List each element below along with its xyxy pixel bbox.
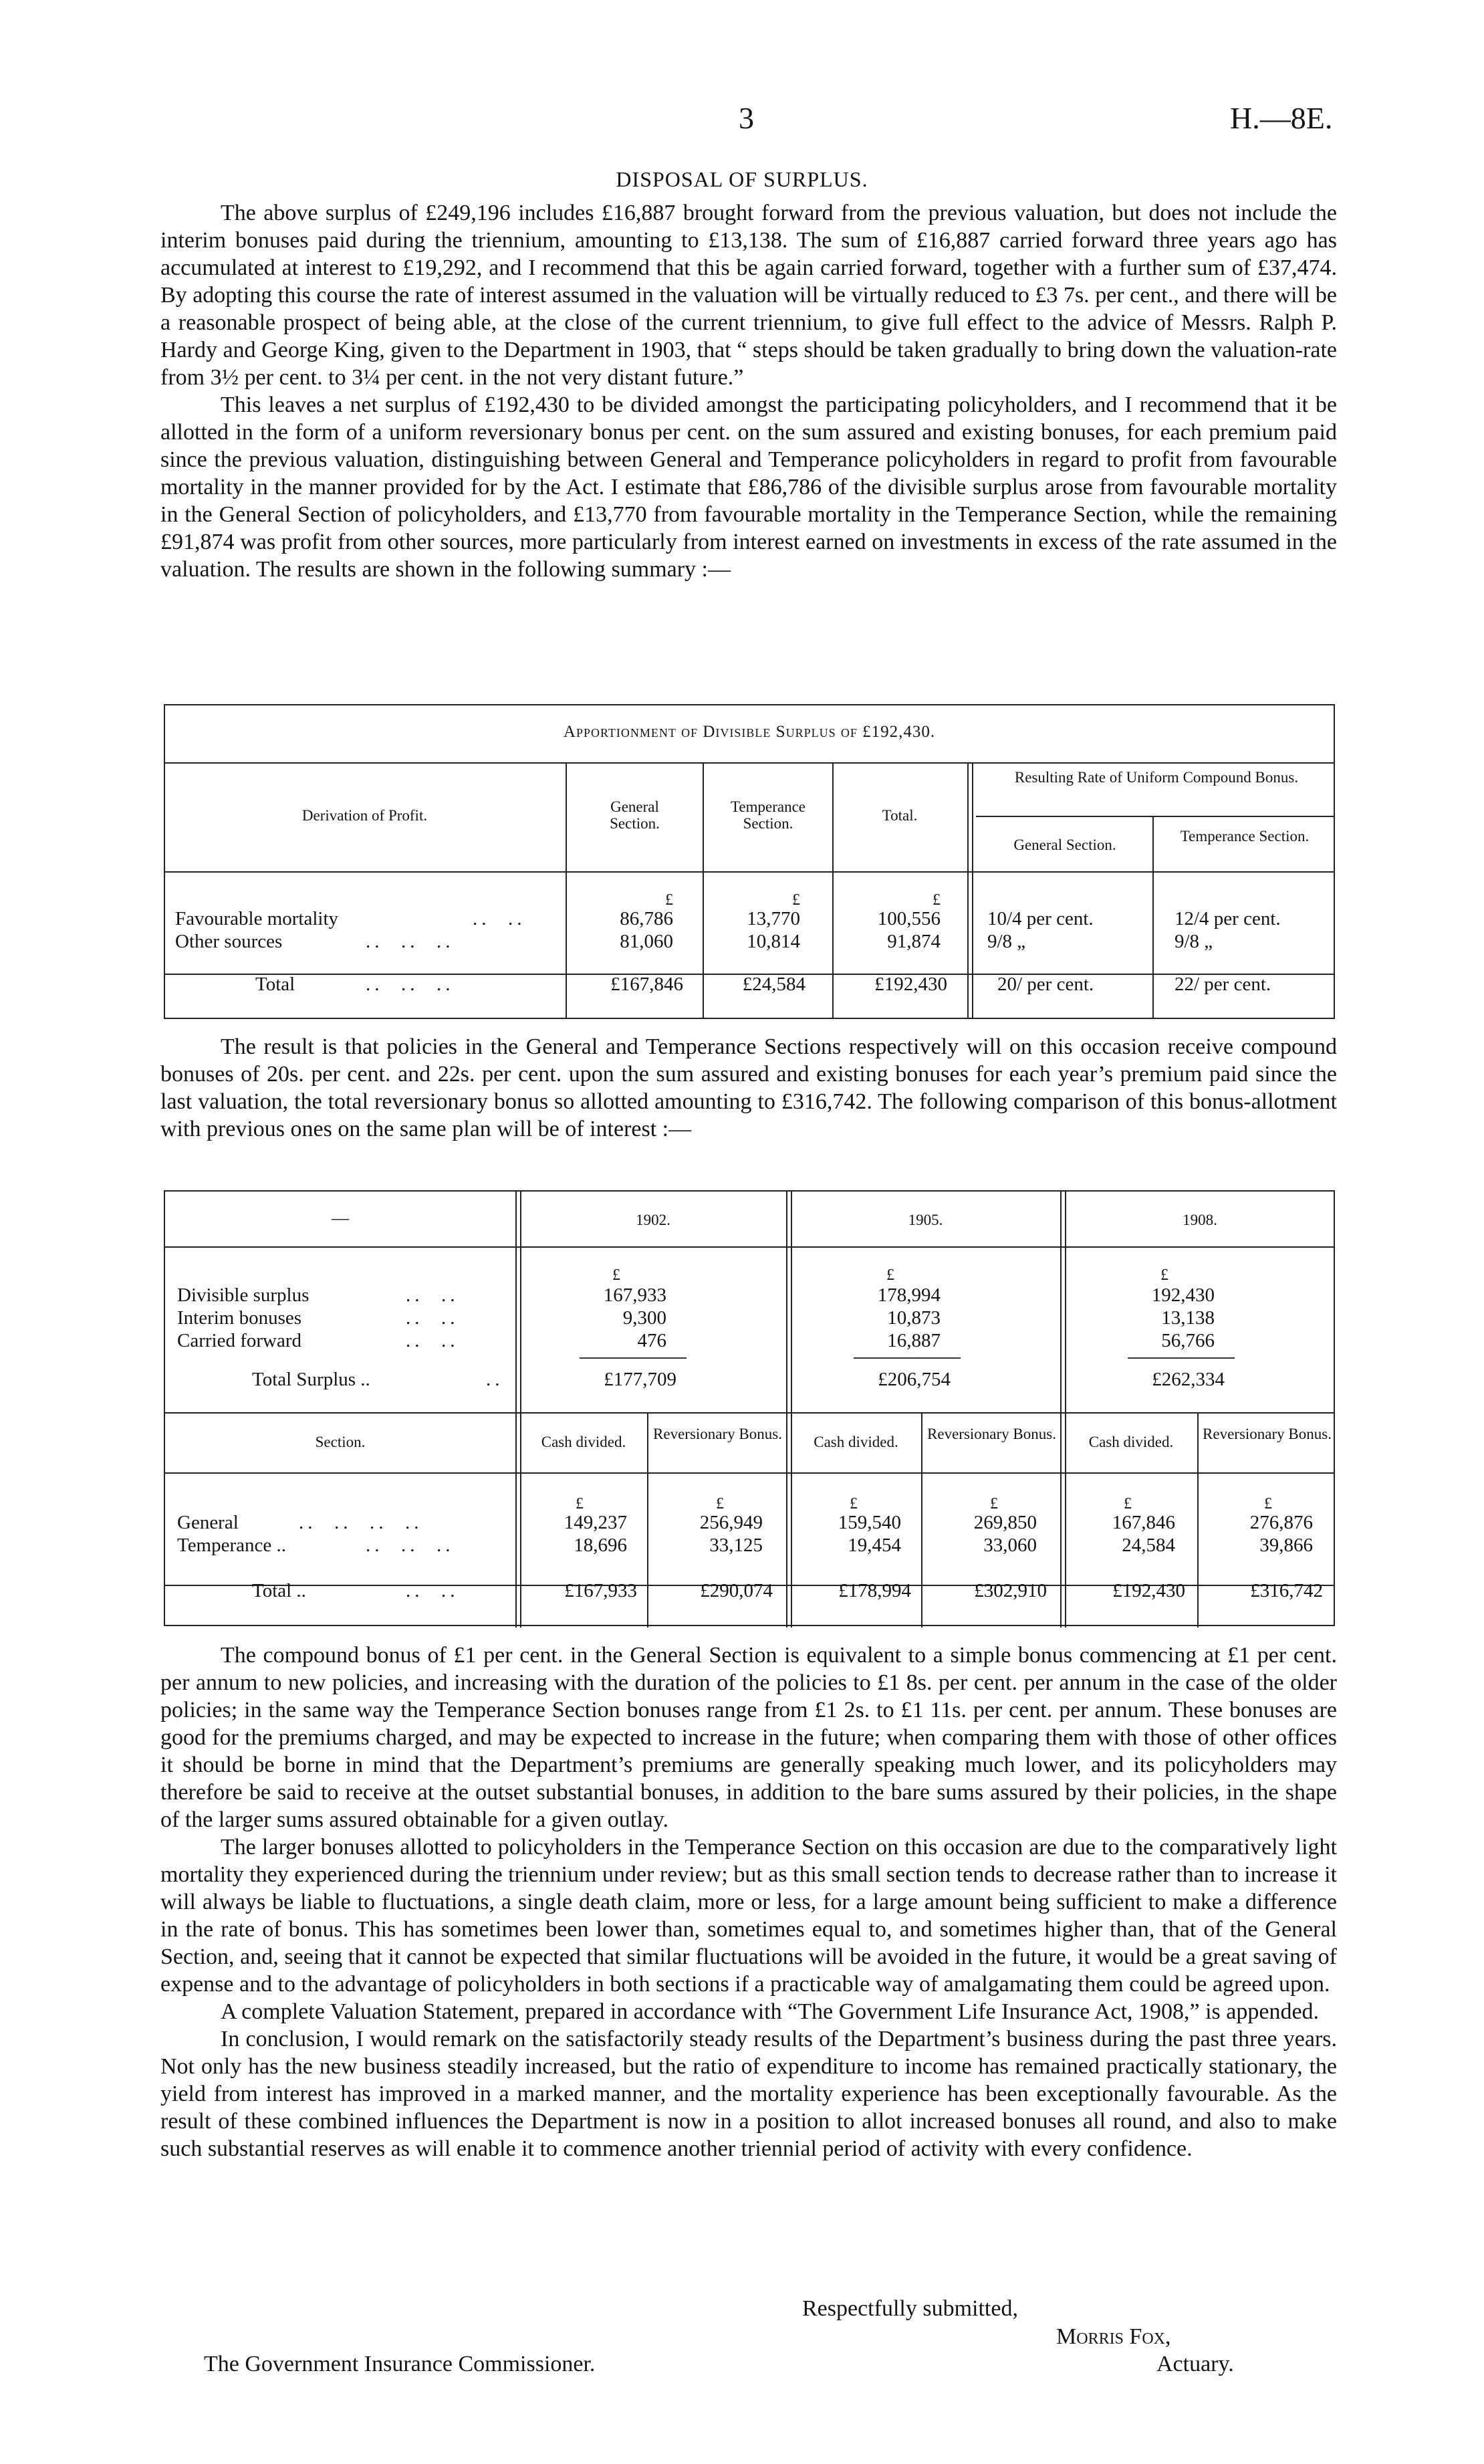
header-year-1902: 1902. <box>636 1212 670 1228</box>
header-year-1908: 1908. <box>1183 1212 1217 1228</box>
header-cash-1905: Cash divided. <box>814 1434 898 1450</box>
paragraph-result: The result is that policies in the General and Temperance Sections respectively will on this occasion receive compound bonuses of 20s. per cent. and 22s. per cent. upon the sum assured and existing bonuses for each year’s premium paid since the last valuation, the total reversionary bonus so allotted amounting to £316,742. The following comparison of this bonus-allotment with previous ones on the same plan will be of interest :— <box>160 1034 1337 1141</box>
total-temperance: £24,584 <box>742 974 806 995</box>
header-total: Total. <box>882 807 918 824</box>
header-section: Section. <box>315 1434 366 1450</box>
cell-rate-general: 10/4 per cent. <box>987 908 1094 929</box>
total-reversionary-1905: £302,910 <box>974 1580 1047 1601</box>
header-reversionary-1908: Reversionary Bonus. <box>1203 1426 1332 1442</box>
cell-cash-1905: 19,454 <box>848 1535 901 1556</box>
header-temperance: Temperance Section. <box>730 798 806 832</box>
signatory-title: Actuary. <box>1156 2352 1234 2376</box>
cell-1905: 10,873 <box>887 1307 941 1329</box>
header-general: General Section. <box>610 798 660 832</box>
page-number: 3 <box>739 101 754 135</box>
currency-symbol: £ <box>576 1495 584 1513</box>
section-heading: DISPOSAL OF SURPLUS. <box>616 167 868 191</box>
paragraph-valuation-statement: A complete Valuation Statement, prepared in accordance with “The Government Life Insurance Act, 1908,” is appended. <box>221 1999 1320 2024</box>
cell-reversionary-1902: 256,949 <box>699 1512 763 1533</box>
cell-1905: 16,887 <box>887 1330 941 1351</box>
paragraph-net-surplus: This leaves a net surplus of £192,430 to be divided amongst the participating policyholders, and I recommend that it be allotted in the form of a uniform reversionary bonus per cent. on the sum assured and existing bonuses, for each premium paid since the previous valuation, distinguishing between General and Temperance policyholders in regard to profit from favourable mortality in the manner provided for by the Act. I estimate that £86,786 of the divisible surplus arose from favourable mortality in the General Section of policyholders, and £13,770 from favourable mortality in the Temperance Section, while the remaining £91,874 was profit from other sources, more particularly from interest earned on investments in excess of the rate assumed in the valuation. The results are shown in the following summary :— <box>160 393 1337 582</box>
header-reversionary-1902: Reversionary Bonus. <box>653 1426 782 1442</box>
header-year-1905: 1905. <box>908 1212 943 1228</box>
header-reversionary-1905: Reversionary Bonus. <box>927 1426 1056 1442</box>
cell-total: 91,874 <box>887 931 941 952</box>
total-cash-1905: £178,994 <box>838 1580 911 1601</box>
row-label: Other sources <box>175 931 283 952</box>
header-resulting-rate: Resulting Rate of Uniform Compound Bonus. <box>1014 769 1299 786</box>
paragraph-surplus: The above surplus of £249,196 includes £16,887 brought forward from the previous valuation, but does not include the interim bonuses paid during the triennium, amounting to £13,138. The sum of £16,887 carried forward three years ago has accumulated at interest to £19,292, and I recommend that this be again carried forward, together with a further sum of £37,474. By adopting this course the rate of interest assumed in the valuation will be virtually reduced to £3 7s. per cent., and there will be a reasonable prospect of being able, at the close of the current triennium, to give full effect to the advice of Messrs. Ralph P. Hardy and George King, given to the Department in 1903, that “ steps should be taken gradually to bring down the valuation-rate from 3½ per cent. to 3¼ per cent. in the not very distant future.” <box>160 201 1337 390</box>
row-label: Interim bonuses <box>177 1307 302 1329</box>
currency-symbol: £ <box>933 891 941 909</box>
total-rate-general: 20/ per cent. <box>997 974 1094 995</box>
cell-1908: 13,138 <box>1161 1307 1215 1329</box>
intro-text <box>160 199 1337 583</box>
salutation: Respectfully submitted, <box>802 2296 1018 2321</box>
cell-reversionary-1908: 276,876 <box>1249 1512 1313 1533</box>
total-cash-1902: £167,933 <box>564 1580 637 1601</box>
cell-1908: 192,430 <box>1151 1284 1215 1306</box>
apportionment-table-title: Apportionment of Divisible Surplus of £192,430. <box>563 723 936 741</box>
currency-symbol: £ <box>665 891 673 909</box>
cell-cash-1902: 149,237 <box>564 1512 627 1533</box>
total-reversionary-1908: £316,742 <box>1250 1580 1323 1601</box>
total-label: Total <box>255 974 295 995</box>
cell-1908: 56,766 <box>1161 1330 1215 1351</box>
cell-reversionary-1902: 33,125 <box>709 1535 763 1556</box>
cell-1902: 167,933 <box>603 1284 666 1306</box>
total-general: £167,846 <box>610 974 683 995</box>
total-surplus-label: Total Surplus .. <box>252 1369 370 1390</box>
total-rate-temperance: 22/ per cent. <box>1174 974 1271 995</box>
currency-symbol: £ <box>716 1495 724 1513</box>
currency-symbol: £ <box>886 1266 894 1284</box>
total-surplus-1905: £206,754 <box>878 1369 951 1390</box>
total-cash-1908: £192,430 <box>1112 1580 1185 1601</box>
cell-rate-temperance: 9/8 „ <box>1174 931 1213 952</box>
cell-rate-general: 9/8 „ <box>987 931 1026 952</box>
cell-temperance: 13,770 <box>747 908 800 929</box>
middle-text <box>160 1033 1337 1143</box>
currency-symbol: £ <box>792 891 800 909</box>
cell-rate-temperance: 12/4 per cent. <box>1174 908 1281 929</box>
cell-temperance: 10,814 <box>747 931 800 952</box>
row-label: Favourable mortality <box>175 908 339 929</box>
paragraph-temperance-bonuses: The larger bonuses allotted to policyholders in the Temperance Section on this occasion are due to the comparatively light mortality they experienced during the triennium under review; but as this small section tends to decrease rather than to increase it will always be liable to fluctuations, a single death claim, more or less, for a large amount being sufficient to make a difference in the rate of bonus. This has sometimes been lower than, sometimes equal to, and sometimes higher than, that of the General Section, and, seeing that it cannot be expected that similar fluctuations will be avoided in the future, it would be a great saving of expense and to the advantage of policyholders in both sections if a practicable way of amalgamating them could be agreed upon. <box>160 1835 1337 1997</box>
comparison-table: — 1902. 1905. 1908. £ £ £ Divisible surplus .. .. 167,933 178,994 192,430 Interim bonuses .. .. 9,300 10,873 13,138 Carried forward .. .. 476 16,887 56,766 Total Surplus .. .. £177,709 £206,754 £262,334 Section. Cash divided. Reversionary Bonus. Cash divided. Reversionary Bonus. Cash divided. Reversionary Bonus. £ £ £ £ £ £ General .. .. .. .. 149,237 256,949 159,540 269,850 167,846 276,876 Temperance .. .. .. .. 18,696 33,125 19,454 33,060 24,584 39,866 Total .. .. .. £167,933 £290,074 £178,994 £302,910 £192,430 £316,742 <box>164 1190 1335 1626</box>
addressee: The Government Insurance Commissioner. <box>204 2352 596 2376</box>
total-surplus-1908: £262,334 <box>1152 1369 1225 1390</box>
header-cash-1902: Cash divided. <box>541 1434 626 1450</box>
cell-cash-1902: 18,696 <box>574 1535 627 1556</box>
header-dash: — <box>332 1208 349 1228</box>
total-total: £192,430 <box>874 974 947 995</box>
paragraph-conclusion: In conclusion, I would remark on the satisfactorily steady results of the Department’s business during the past three years. Not only has the new business steadily increased, but the ratio of expenditure to income has remained practically stationary, the yield from interest has improved in a marked manner, and the mortality experience has been exceptionally favourable. As the result of these combined influences the Department is now in a position to allot increased bonuses all round, and also to make such substantial reserves as will enable it to commence another triennial period of activity with every confidence. <box>160 2027 1337 2161</box>
cell-general: 81,060 <box>620 931 673 952</box>
row-label: General <box>177 1512 239 1533</box>
paragraph-compound-bonus: The compound bonus of £1 per cent. in the General Section is equivalent to a simple bonus commencing at £1 per cent. per annum to new policies, and increasing with the duration of the policies to £1 8s. per cent. per annum in the case of the older policies; in the same way the Temperance Section bonuses range from £1 2s. to £1 11s. per cent. per annum. These bonuses are good for the premiums charged, and may be expected to increase in the future; when comparing them with those of other offices it should be borne in mind that the Department’s premiums are generally speaking much lower, and its policyholders may therefore be said to receive at the outset substantial bonuses, in addition to the bare sums assured by their policies, in the shape of the larger sums assured obtainable for a given outlay. <box>160 1643 1337 1832</box>
currency-symbol: £ <box>1160 1266 1168 1284</box>
section-total-label: Total .. <box>252 1580 306 1601</box>
cell-reversionary-1905: 33,060 <box>983 1535 1037 1556</box>
cell-1902: 476 <box>637 1330 666 1351</box>
currency-symbol: £ <box>612 1266 620 1284</box>
currency-symbol: £ <box>1124 1495 1132 1513</box>
document-reference: H.—8E. <box>1230 101 1333 135</box>
header-resulting-general: General Section. <box>1013 836 1116 853</box>
row-label: Divisible surplus <box>177 1284 310 1306</box>
signatory-name: Morris Fox, <box>1056 2324 1171 2349</box>
header-resulting-temperance: Temperance Section. <box>1180 828 1310 845</box>
cell-general: 86,786 <box>620 908 673 929</box>
cell-cash-1905: 159,540 <box>838 1512 901 1533</box>
header-derivation: Derivation of Profit. <box>301 807 428 824</box>
cell-1905: 178,994 <box>877 1284 941 1306</box>
cell-cash-1908: 24,584 <box>1122 1535 1175 1556</box>
cell-1902: 9,300 <box>622 1307 666 1329</box>
row-label: Carried forward <box>177 1330 301 1351</box>
currency-symbol: £ <box>850 1495 858 1513</box>
apportionment-table: Apportionment of Divisible Surplus of £192,430. Derivation of Profit. General Section. Temperance Section. Total. Resulting Rate of Uniform Compound Bonus. General Section. Temperance Section. £ £ £ Favourable mortality .. .. 86,786 13,770 100,556 10/4 per cent. 12/4 per cent. Other sources .. .. .. 81,060 10,814 91,874 9/8 „ 9/8 „ Total .. .. .. £167,846 £24,584 £192,430 20/ per cent. 22/ per cent. <box>164 704 1335 1019</box>
total-reversionary-1902: £290,074 <box>700 1580 773 1601</box>
cell-cash-1908: 167,846 <box>1112 1512 1175 1533</box>
cell-reversionary-1908: 39,866 <box>1259 1535 1313 1556</box>
cell-total: 100,556 <box>877 908 941 929</box>
total-surplus-1902: £177,709 <box>604 1369 676 1390</box>
currency-symbol: £ <box>990 1495 998 1513</box>
currency-symbol: £ <box>1264 1495 1272 1513</box>
row-label: Temperance .. <box>177 1535 287 1556</box>
header-cash-1908: Cash divided. <box>1088 1434 1174 1450</box>
closing-text <box>160 1642 1337 2162</box>
cell-reversionary-1905: 269,850 <box>973 1512 1037 1533</box>
